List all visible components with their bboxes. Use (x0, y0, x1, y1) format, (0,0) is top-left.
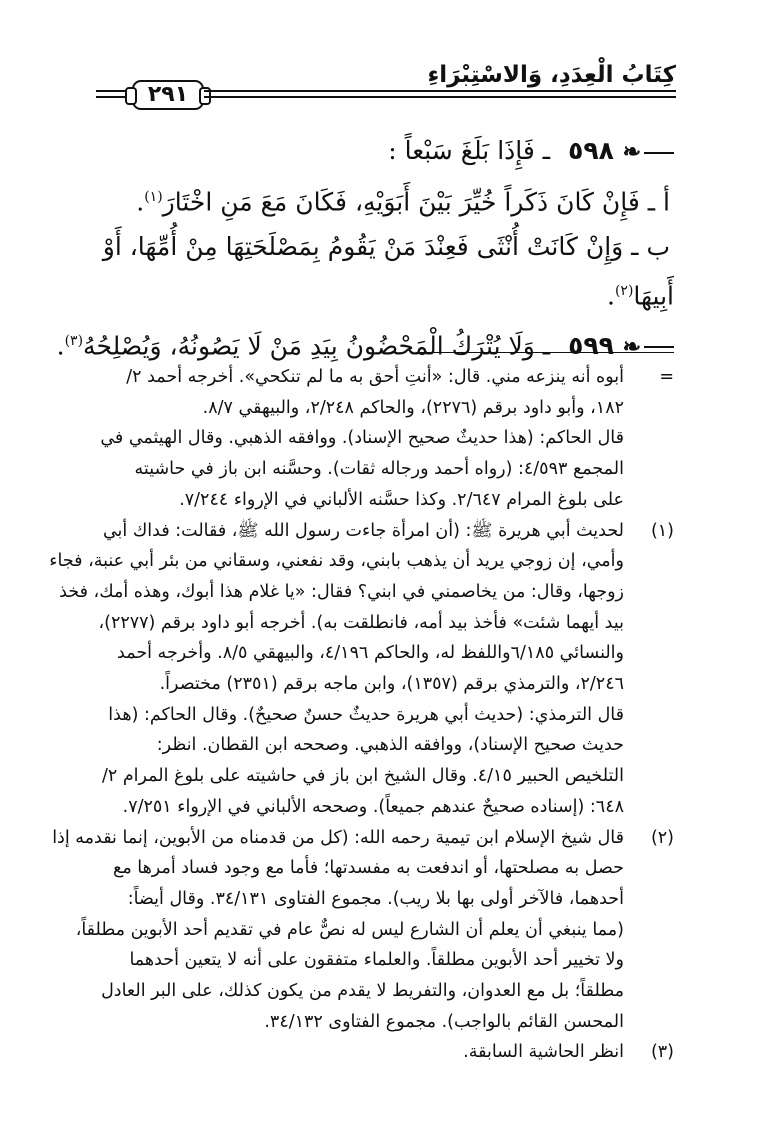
matn-line: أ ـ فَإِنْ كَانَ ذَكَراً خُيِّرَ بَيْنَ أَبَوَيْهِ، فَكَانَ مَعَ مَنِ اخْتَارَ$^{(١)}$. (136, 187, 670, 217)
item-marker: ❧ ٥٩٩ (568, 331, 674, 360)
matn-line: ❧ ٥٩٩ ـ وَلَا يُتْرَكُ الْمَحْضُونُ بِيَدِ مَنْ لَا يَصُونُهُ، وَيُصْلِحُهُ$^{(٣)}$. (82, 319, 674, 370)
page-number: ٢٩١ (132, 80, 204, 110)
footnote-label: = (659, 367, 674, 387)
header-rule-right (204, 90, 676, 98)
matn-line: ب ـ وَإِنْ كَانَتْ أُنْثَى فَعِنْدَ مَنْ يَقُومُ بِمَصْلَحَتِهَا مِنْ أُمِّهَا، أَوْ (102, 232, 670, 262)
footnote-label: (٣) (650, 1042, 674, 1063)
matn-line: أَبِيهَا$^{(٢)}$. (606, 281, 674, 311)
footnote-3: (٣) انظر الحاشية السابقة. (82, 1037, 674, 1068)
footnote-label: (١) (650, 520, 674, 541)
matn-line: ❧ ٥٩٨ ـ فَإِذَا بَلَغَ سَبْعاً : (82, 128, 674, 175)
footnote-separator (416, 352, 674, 353)
footnote-label: (٢) (650, 827, 674, 848)
footnote-1: (١) لحديث أبي هريرة ﷺ: (أن امرأة جاءت رسول الله ﷺ، فقالت: فداك أبي وأمي، إن زوجي يريد أن يذهب بابني، وقد نفعني، وسقاني من بئر أبي عنبة، فجاء زوجها، وقال: من يخاصمني في ابني؟ فقال: «يا غلام هذا أبوك، وهذه أمك، فخذ بيد أيهما شئت» فأخذ بيد أمه، فانطلقت به). أخرجه أبو داود برقم (٢٢٧٧)، والنسائي ٦/١٨٥واللفظ له، والحاكم ٤/١٩٦، والبيهقي ٨/٥. وأخرجه أحمد ٢/٢٤٦، والترمذي برقم (١٣٥٧)، وابن ماجه برقم (٢٣٥١) مختصراً. قال الترمذي: (حديث أبي هريرة حديثٌ حسنٌ صحيحٌ). وقال الحاكم: (هذا حديث صحيح الإسناد)، ووافقه الذهبي. وصححه ابن القطان. انظر: التلخيص الحبير ٤/١٥. وقال الشيخ ابن باز في حاشيته على بلوغ المرام ٢/ ٦٤٨: (إسناده صحيحٌ عندهم جميعاً). وصححه الألباني في الإرواء ٧/٢٥١. (82, 516, 674, 823)
footnote-ref[interactable]: (٢) (614, 283, 634, 300)
footnote-continuation: = أبوه أنه ينزعه مني. قال: «أنتِ أحق به ما لم تنكحي». أخرجه أحمد ٢/ ١٨٢، وأبو داود برقم (٢٢٧٦)، والحاكم ٢/٢٤٨، والبيهقي ٨/٧. قال الحاكم: (هذا حديثٌ صحيح الإسناد). ووافقه الذهبي. وقال الهيثمي في المجمع ٤/٥٩٣: (رواه أحمد ورجاله ثقات). وحسَّنه ابن باز في حاشيته على بلوغ المرام ٢/٦٤٧. وكذا حسَّنه الألباني في الإرواء ٧/٢٤٤. (82, 362, 674, 516)
book-title: كِتَابُ الْعِدَدِ، وَالاسْتِبْرَاءِ (427, 62, 676, 88)
footnote-2: (٢) قال شيخ الإسلام ابن تيمية رحمه الله: (كل من قدمناه من الأبوين، إنما نقدمه إذا حصل به مصلحتها، أو اندفعت به مفسدتها؛ فأما مع وجود فساد أمرها مع أحدهما، فالآخر أولى بها بلا ريب). مجموع الفتاوى ٣٤/١٣١. وقال أيضاً: (مما ينبغي أن يعلم أن الشارع ليس له نصٌّ عام في تقديم أحد الأبوين مطلقاً، ولا تخيير أحد الأبوين مطلقاً. والعلماء متفقون على أنه لا يتعين أحدهما مطلقاً؛ بل مع العدوان، والتفريط لا يقدم من يكون كذلك، على البر العادل المحسن القائم بالواجب). مجموع الفتاوى ٣٤/١٣٢. (82, 823, 674, 1038)
main-text (56, 128, 674, 370)
footnotes (49, 362, 674, 1068)
item-marker: ❧ ٥٩٨ (568, 136, 674, 165)
footnote-ref[interactable]: (٣) (64, 332, 84, 349)
footnote-ref[interactable]: (١) (144, 189, 163, 205)
page-header (96, 56, 676, 107)
